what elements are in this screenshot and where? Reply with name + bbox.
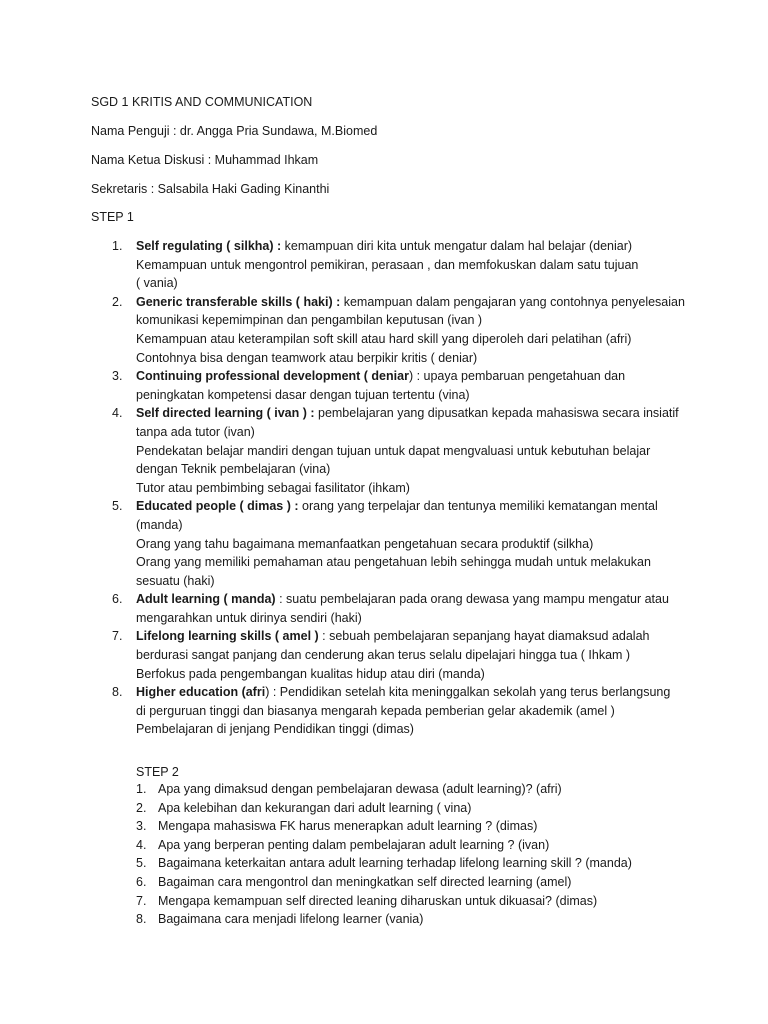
- question-text: Bagaimana keterkaitan antara adult learning terhadap lifelong learning skill ? (manda): [158, 856, 632, 871]
- item-continuation-line: Orang yang tahu bagaimana memanfaatkan pengetahuan secara produktif (silkha): [136, 536, 594, 551]
- item-number: 6.: [112, 592, 123, 607]
- item-continuation-line: ( vania): [136, 276, 178, 291]
- item-number: 5.: [112, 499, 123, 514]
- document-title: SGD 1 KRITIS AND COMMUNICATION: [91, 95, 313, 109]
- item-first-line: [136, 627, 696, 646]
- item-continuation-line: Pembelajaran di jenjang Pendidikan tinggi (dimas): [136, 722, 414, 737]
- question-text: Bagaimana cara menjadi lifelong learner (vania): [158, 912, 424, 927]
- item-first-line: [136, 683, 696, 702]
- item-continuation-line: Pendekatan belajar mandiri dengan tujuan untuk dapat mengvaluasi untuk kebutuhan belajar: [136, 443, 651, 458]
- item-number: 7.: [112, 629, 123, 644]
- question-text: Bagaiman cara mengontrol dan meningkatkan self directed learning (amel): [158, 874, 572, 889]
- item-continuation-line: peningkatan kompetensi dasar dengan tujuan tertentu (vina): [136, 387, 470, 402]
- item-term: Higher education (afri: [136, 685, 266, 700]
- question-text: Mengapa mahasiswa FK harus menerapkan adult learning ? (dimas): [158, 819, 538, 834]
- item-first-line: [136, 367, 696, 386]
- item-number: 2.: [112, 294, 123, 309]
- step1-item: [0, 627, 768, 683]
- item-term: Generic transferable skills ( haki) :: [136, 294, 341, 309]
- item-body: [136, 627, 696, 683]
- step1-item: [0, 497, 768, 590]
- item-definition: kemampuan dalam pengajaran yang contohnya penyelesaian: [340, 294, 685, 309]
- question-text: Apa yang dimaksud dengan pembelajaran dewasa (adult learning)? (afri): [158, 782, 562, 796]
- item-continuation-line: tanpa ada tutor (ivan): [136, 424, 255, 439]
- item-continuation-line: dengan Teknik pembelajaran (vina): [136, 462, 331, 477]
- step1-item: [0, 293, 768, 367]
- step2-list: [0, 780, 768, 929]
- item-number: 8.: [112, 685, 123, 700]
- item-term: Educated people ( dimas ) :: [136, 499, 299, 514]
- step2-question: [0, 873, 768, 892]
- question-text: Mengapa kemampuan self directed leaning diharuskan untuk dikuasai? (dimas): [158, 893, 598, 908]
- item-continuation-line: Orang yang memiliki pemahaman atau pengetahuan lebih sehingga mudah untuk melakukan: [136, 555, 651, 570]
- item-continuation-line: sesuatu (haki): [136, 573, 215, 588]
- item-term: Continuing professional development ( deniar: [136, 369, 409, 384]
- item-continuation-line: komunikasi kepemimpinan dan pengambilan keputusan (ivan ): [136, 313, 483, 328]
- step2-question: [0, 854, 768, 873]
- step2-question: [0, 836, 768, 855]
- item-term: Lifelong learning skills ( amel ): [136, 629, 319, 644]
- item-definition: : sebuah pembelajaran sepanjang hayat diamaksud adalah: [318, 629, 650, 644]
- item-body: [136, 590, 696, 627]
- question-number: 5.: [136, 856, 147, 871]
- item-continuation-line: Kemampuan atau keterampilan soft skill atau hard skill yang diperoleh dari pelatihan (afri): [136, 331, 632, 346]
- item-number: 3.: [112, 369, 123, 384]
- step2-question: [0, 817, 768, 836]
- item-definition: ) : upaya pembaruan pengetahuan dan: [408, 369, 626, 384]
- item-first-line: [136, 293, 696, 312]
- item-term: Self regulating ( silkha) :: [136, 239, 282, 253]
- item-definition: kemampuan diri kita untuk mengatur dalam hal belajar (deniar): [281, 239, 633, 253]
- item-continuation-line: berdurasi sangat panjang dan cenderung akan terus selalu dipelajari hingga tua ( Ihkam ): [136, 648, 631, 663]
- step1-item: [0, 683, 768, 739]
- question-text: Apa yang berperan penting dalam pembelajaran adult learning ? (ivan): [158, 837, 550, 852]
- step2-question: [0, 910, 768, 929]
- item-term: Adult learning ( manda): [136, 592, 276, 607]
- step1-item: [0, 590, 768, 627]
- item-number: 1.: [112, 239, 123, 253]
- question-number: 8.: [136, 912, 147, 927]
- question-number: 2.: [136, 800, 147, 815]
- item-first-line: [136, 237, 696, 256]
- secretary-name: Sekretaris : Salsabila Haki Gading Kinanthi: [91, 182, 330, 196]
- step2-question: [0, 892, 768, 911]
- item-continuation-line: Contohnya bisa dengan teamwork atau berpikir kritis ( deniar): [136, 350, 478, 365]
- item-body: [136, 367, 696, 404]
- question-number: 4.: [136, 837, 147, 852]
- item-definition: ) : Pendidikan setelah kita meninggalkan sekolah yang terus berlangsung: [265, 685, 671, 700]
- step1-item: [0, 237, 768, 293]
- question-number: 3.: [136, 819, 147, 834]
- item-first-line: [136, 497, 696, 516]
- step1-heading: STEP 1: [91, 210, 134, 224]
- item-continuation-line: Tutor atau pembimbing sebagai fasilitator (ihkam): [136, 480, 410, 495]
- item-definition: pembelajaran yang dipusatkan kepada mahasiswa secara insiatif: [314, 406, 679, 421]
- item-continuation-line: (manda): [136, 517, 183, 532]
- item-body: [136, 404, 696, 497]
- question-text: Apa kelebihan dan kekurangan dari adult learning ( vina): [158, 800, 472, 815]
- item-continuation-line: di perguruan tinggi dan biasanya mengarah kepada pemberian gelar akademik (amel ): [136, 703, 615, 718]
- item-first-line: [136, 590, 696, 609]
- item-term: Self directed learning ( ivan ) :: [136, 406, 315, 421]
- item-body: [136, 683, 696, 739]
- item-body: [136, 293, 696, 367]
- item-body: [136, 497, 696, 590]
- step1-item: [0, 367, 768, 404]
- item-number: 4.: [112, 406, 123, 421]
- step2-question: [0, 780, 768, 799]
- question-number: 6.: [136, 874, 147, 889]
- item-continuation-line: Berfokus pada pengembangan kualitas hidup atau diri (manda): [136, 666, 485, 681]
- item-body: [136, 237, 696, 293]
- item-continuation-line: Kemampuan untuk mengontrol pemikiran, perasaan , dan memfokuskan dalam satu tujuan: [136, 257, 639, 272]
- item-definition: : suatu pembelajaran pada orang dewasa yang mampu mengatur atau: [275, 592, 669, 607]
- step1-item: [0, 404, 768, 497]
- item-continuation-line: mengarahkan untuk dirinya sendiri (haki): [136, 610, 362, 625]
- item-definition: orang yang terpelajar dan tentunya memiliki kematangan mental: [298, 499, 658, 514]
- item-first-line: [136, 404, 696, 423]
- step2-heading: STEP 2: [136, 765, 179, 779]
- examiner-name: Nama Penguji : dr. Angga Pria Sundawa, M.Biomed: [91, 124, 378, 138]
- step2-question: [0, 799, 768, 818]
- question-number: 1.: [136, 782, 147, 796]
- step1-list: [0, 237, 768, 739]
- discussion-leader-name: Nama Ketua Diskusi : Muhammad Ihkam: [91, 153, 319, 167]
- question-number: 7.: [136, 893, 147, 908]
